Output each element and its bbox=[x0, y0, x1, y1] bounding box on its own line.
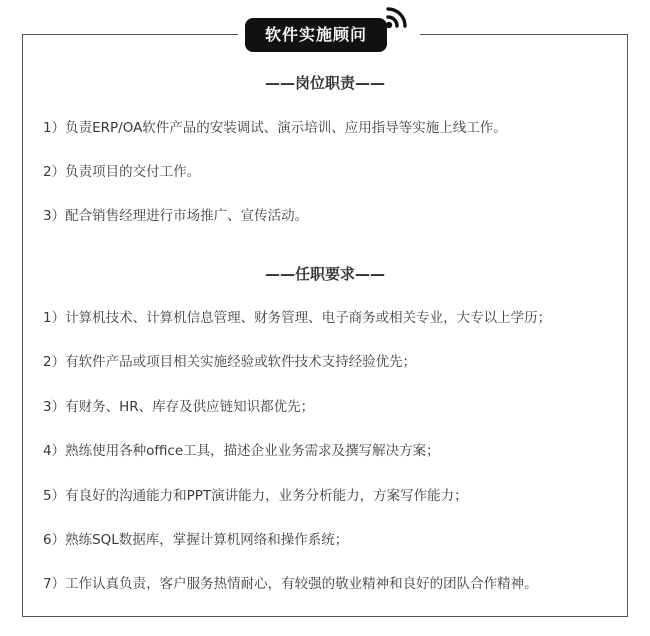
requirement-item: 2）有软件产品或项目相关实施经验或软件技术支持经验优先； bbox=[43, 354, 417, 370]
requirement-item: 1）计算机技术、计算机信息管理、财务管理、电子商务或相关专业，大专以上学历； bbox=[43, 310, 552, 326]
requirement-item: 6）熟练SQL数据库，掌握计算机网络和操作系统； bbox=[43, 532, 349, 548]
requirement-item: 3）有财务、HR、库存及供应链知识都优先； bbox=[43, 399, 315, 415]
requirement-item: 5）有良好的沟通能力和PPT演讲能力，业务分析能力，方案写作能力； bbox=[43, 488, 468, 504]
requirement-item: 7）工作认真负责，客户服务热情耐心，有较强的敬业精神和良好的团队合作精神。 bbox=[43, 576, 538, 592]
duty-item: 2）负责项目的交付工作。 bbox=[43, 164, 201, 180]
duty-item: 1）负责ERP/OA软件产品的安装调试、演示培训、应用指导等实施上线工作。 bbox=[43, 120, 507, 136]
section-heading-requirements: ——任职要求—— bbox=[264, 265, 385, 283]
duty-item: 3）配合销售经理进行市场推广、宣传活动。 bbox=[43, 208, 309, 224]
requirement-item: 4）熟练使用各种office工具，描述企业业务需求及撰写解决方案； bbox=[43, 443, 440, 459]
signal-icon bbox=[384, 4, 410, 30]
title-badge bbox=[245, 18, 387, 52]
job-title: 软件实施顾问 bbox=[264, 25, 367, 44]
section-heading-duties: ——岗位职责—— bbox=[264, 74, 385, 92]
